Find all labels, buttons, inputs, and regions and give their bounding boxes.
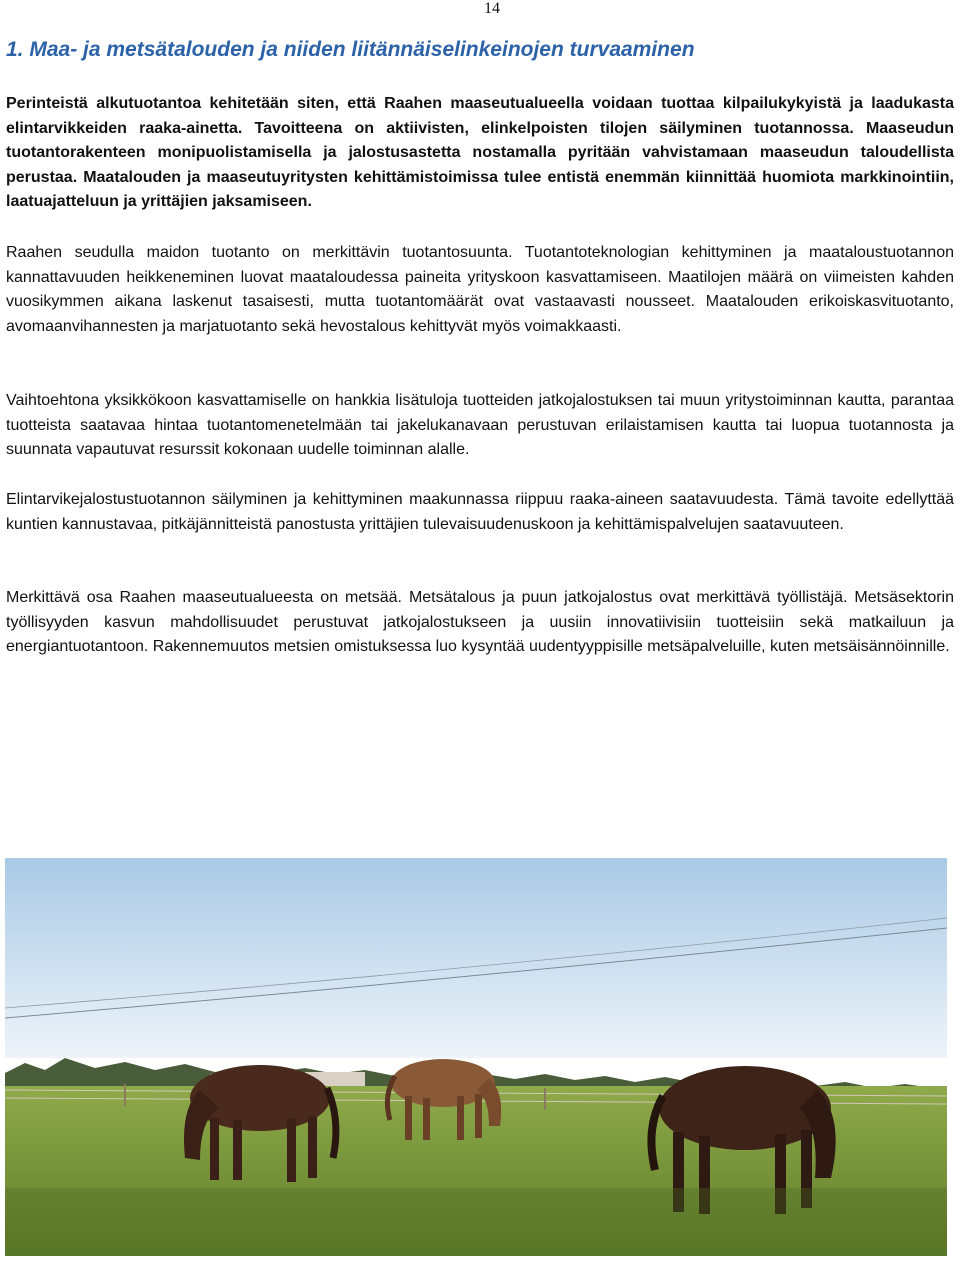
horses-pasture-photo [5,858,947,1256]
dairy-paragraph: Raahen seudulla maidon tuotanto on merkittävin tuotantosuunta. Tuotantoteknologian kehittyminen ja maataloustuotannon kannattavuuden heikkeneminen luovat maataloudessa paineita yrityskoon kasvattamiseen. Maatilojen määrä on viimeisten kahden vuosikymmen aikana laskenut tasaisesti, mutta tuotantomäärät ovat vastaavasti nousseet. Maatalouden erikoiskasvituotanto, avomaanvihannesten ja marjatuotanto sekä hevostalous kehittyvät myös voimakkaasti. [6,244,954,335]
intro-paragraph: Perinteistä alkutuotantoa kehitetään siten, että Raahen maaseutualueella voidaan tuottaa kilpailukykyistä ja laadukasta elintarvikkeiden raaka-ainetta. Tavoitteena on aktiivisten, elinkelpoisten tilojen säilyminen tuotannossa. Maaseudun tuotantorakenteen monipuolistamisella ja jalostusastetta nostamalla pyritään vahvistamaan maaseudun taloudellista perustaa. Maatalouden ja maaseutuyritysten kehittämistoimissa tulee entistä enemmän kiinnittää huomiota markkinointiin, laatuajatteluun ja yrittäjien jaksamiseen. [6,95,954,211]
diversification-paragraph: Vaihtoehtona yksikkökoon kasvattamiselle on hankkia lisätuloja tuotteiden jatkojalostuksen tai muun yritystoiminnan kautta, parantaa tuotteista saatavaa hintaa tuotantomenetelmään tai jakelukanavaan perustuvan erilaistamisen kautta tai luopua tuotannosta ja suunnata vapautuvat resurssit kokonaan uudelle toiminnan alalle. [6,392,954,459]
section-heading: 1. Maa- ja metsätalouden ja niiden liitännäiselinkeinojen turvaaminen [6,38,695,61]
forestry-paragraph: Merkittävä osa Raahen maaseutualueesta on metsää. Metsätalous ja puun jatkojalostus ovat merkittävä työllistäjä. Metsäsektorin työllisyyden kasvun mahdollisuudet perustuvat jatkojalostukseen ja uusiin innovatiivisiin tuotteisiin sekä matkailuun ja energiantuotantoon. Rakennemuutos metsien omistuksessa luo kysyntää uudentyyppisille metsäpalveluille, kuten metsäisännöinnille. [6,589,954,656]
page-number: 14 [484,0,500,17]
food-processing-paragraph: Elintarvikejalostustuotannon säilyminen ja kehittyminen maakunnassa riippuu raaka-aineen saatavuudesta. Tämä tavoite edellyttää kuntien kannustavaa, pitkäjännitteistä panostusta yrittäjien tulevaisuudenuskoon ja kehittämispalvelujen saatavuuteen. [6,491,954,533]
grass-shadows [5,1188,947,1256]
sky [5,858,947,1058]
